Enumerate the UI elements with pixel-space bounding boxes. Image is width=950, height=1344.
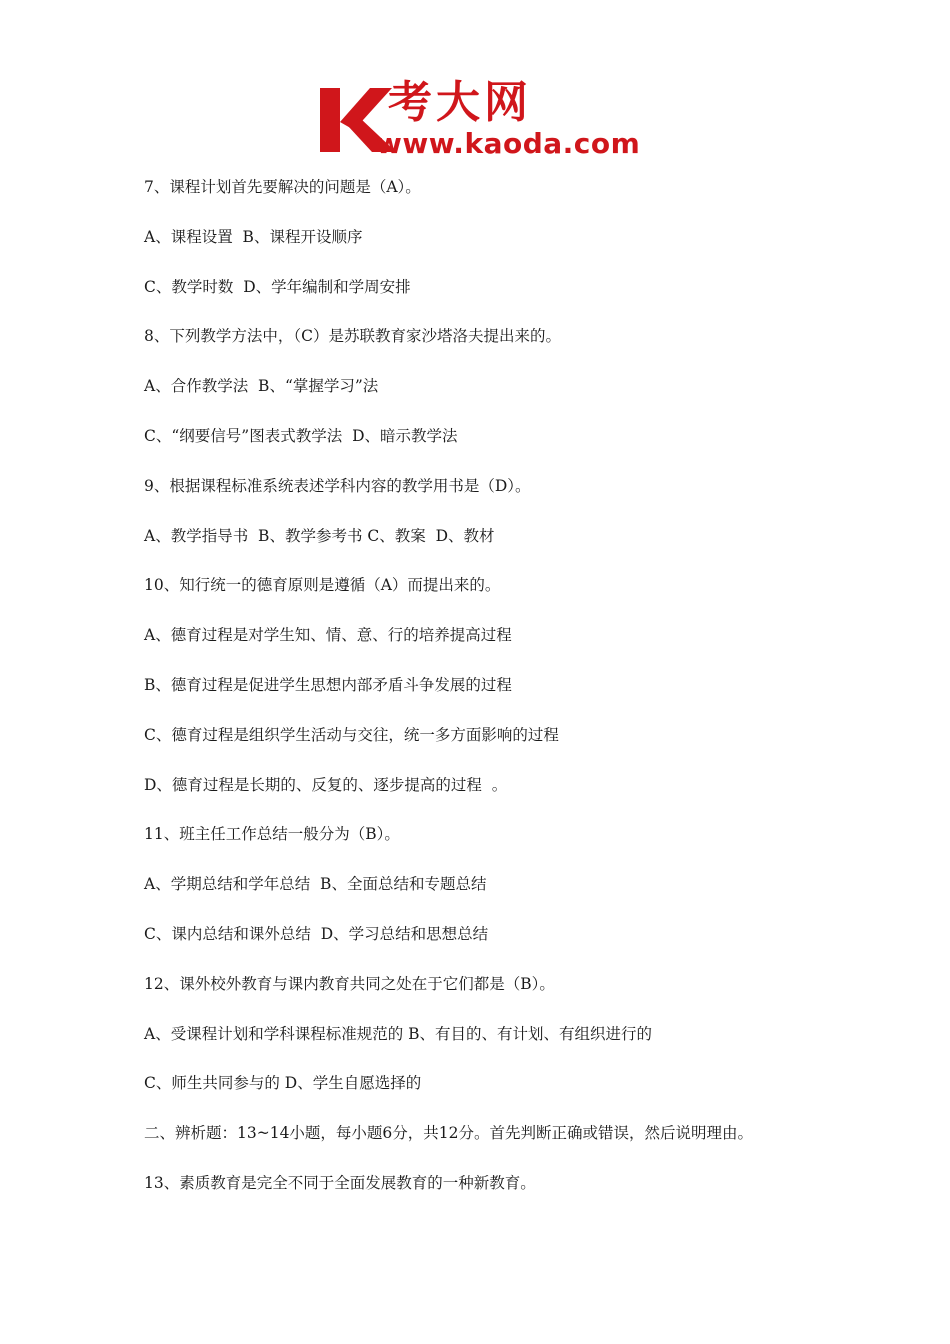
option-line: C、课内总结和课外总结 D、学习总结和思想总结: [144, 924, 489, 943]
option-line: C、师生共同参与的 D、学生自愿选择的: [144, 1074, 422, 1093]
option-line: D、德育过程是长期的、反复的、逐步提高的过程 。: [144, 775, 508, 794]
option-line: A、合作教学法 B、“掌握学习”法: [144, 377, 379, 396]
option-line: C、教学时数 D、学年编制和学周安排: [144, 277, 411, 296]
question-line: 8、下列教学方法中，（C）是苏联教育家沙塔洛夫提出来的。: [144, 327, 561, 346]
question-line: 13、素质教育是完全不同于全面发展教育的一种新教育。: [144, 1173, 536, 1192]
logo-url: www.kaoda.com: [376, 127, 641, 160]
option-line: C、“纲要信号”图表式教学法 D、暗示教学法: [144, 426, 458, 445]
option-line: A、德育过程是对学生知、情、意、行的培养提高过程: [144, 626, 512, 645]
section-heading: 二、辨析题：13~14小题，每小题6分，共12分。首先判断正确或错误，然后说明理由。: [144, 1124, 754, 1143]
document-body: [144, 172, 844, 1218]
option-line: B、德育过程是促进学生思想内部矛盾斗争发展的过程: [144, 675, 512, 694]
question-line: 9、根据课程标准系统表述学科内容的教学用书是（D）。: [144, 476, 531, 495]
kaoda-logo: [318, 77, 641, 164]
question-line: 12、课外校外教育与课内教育共同之处在于它们都是（B）。: [144, 974, 555, 993]
option-line: A、课程设置 B、课程开设顺序: [144, 227, 363, 246]
option-line: C、德育过程是组织学生活动与交往，统一多方面影响的过程: [144, 725, 559, 744]
question-line: 7、课程计划首先要解决的问题是（A）。: [144, 178, 421, 196]
option-line: A、受课程计划和学科课程标准规范的 B、有目的、有计划、有组织进行的: [144, 1024, 653, 1043]
question-line: 10、知行统一的德育原则是遵循（A）而提出来的。: [144, 576, 501, 595]
option-line: A、学期总结和学年总结 B、全面总结和专题总结: [144, 875, 487, 894]
logo-name: 考大网: [388, 77, 532, 128]
question-line: 11、班主任工作总结一般分为（B）。: [144, 825, 400, 844]
option-line: A、教学指导书 B、教学参考书 C、教案 D、教材: [144, 526, 495, 545]
